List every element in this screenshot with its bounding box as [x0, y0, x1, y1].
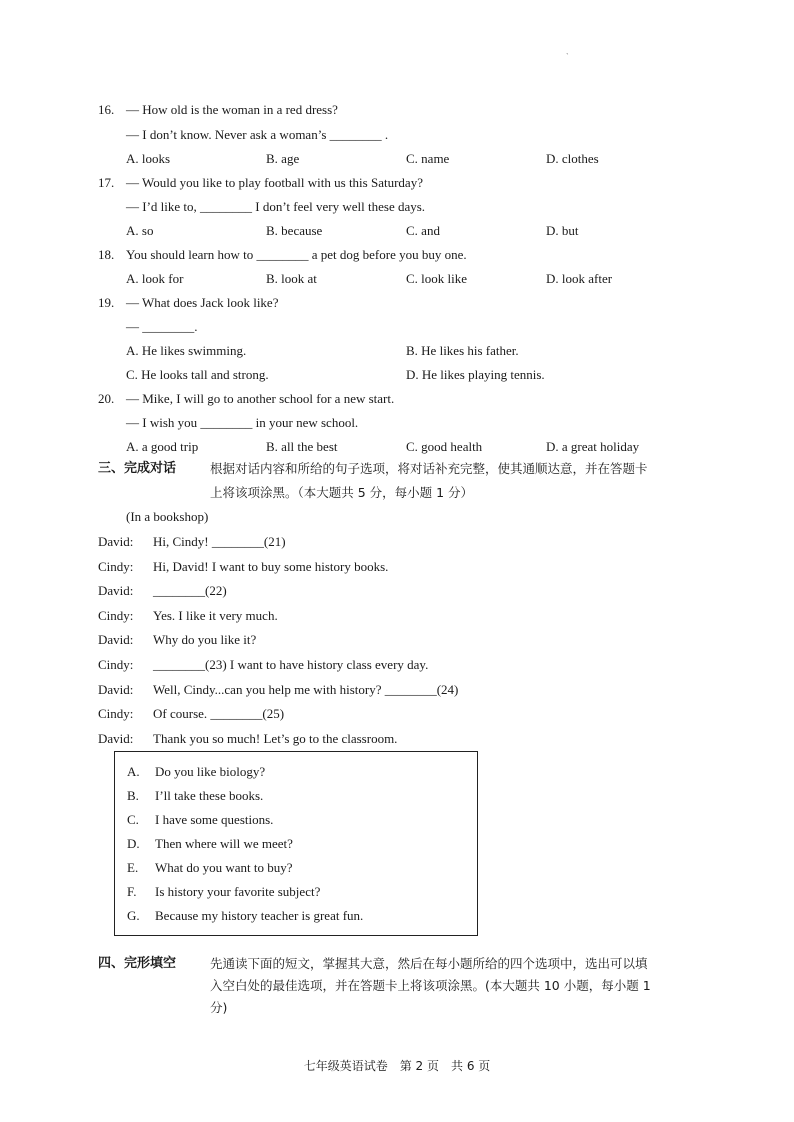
- section-4-instructions: 先通读下面的短文，掌握其大意，然后在每小题所给的四个选项中，选出可以填: [210, 956, 648, 971]
- option-a: A. a good trip: [126, 439, 199, 454]
- question-line: — I don’t know. Never ask a woman’s ________ .: [126, 127, 389, 142]
- choice-text: What do you want to buy?: [155, 860, 293, 875]
- option-c: C. name: [406, 151, 450, 166]
- dialogue-line: Thank you so much! Let’s go to the classroom.: [153, 731, 398, 746]
- choice-text: I have some questions.: [155, 812, 274, 827]
- choice-letter: B.: [127, 788, 139, 803]
- dialogue-line: ________(22): [153, 583, 227, 598]
- dialogue-line: Of course. ________(25): [153, 706, 285, 721]
- question-line: You should learn how to ________ a pet dog before you buy one.: [126, 247, 467, 262]
- option-a: A. He likes swimming.: [126, 343, 247, 358]
- choice-text: Then where will we meet?: [155, 836, 293, 851]
- section-4-instructions: 入空白处的最佳选项，并在答题卡上将该项涂黑。(本大题共 10 小题，每小题 1: [210, 978, 651, 993]
- option-d: D. clothes: [546, 151, 599, 166]
- choice-text: Because my history teacher is great fun.: [155, 908, 364, 923]
- option-c: C. look like: [406, 271, 468, 286]
- choice-letter: D.: [127, 836, 140, 851]
- dialogue-line: Why do you like it?: [153, 632, 257, 647]
- dialogue-line: Hi, David! I want to buy some history books.: [153, 559, 389, 574]
- question-number: 18.: [98, 247, 115, 262]
- option-a: A. so: [126, 223, 154, 238]
- dialogue-speaker: David:: [98, 534, 134, 549]
- question-line: — Mike, I will go to another school for a new start.: [126, 391, 395, 406]
- section-4-instructions: 分): [210, 1000, 228, 1015]
- question-line: — ________.: [126, 319, 198, 334]
- option-a: A. look for: [126, 271, 184, 286]
- option-b: B. look at: [266, 271, 317, 286]
- question-line: — How old is the woman in a red dress?: [126, 102, 338, 117]
- choice-text: I’ll take these books.: [155, 788, 264, 803]
- dialogue-speaker: David:: [98, 731, 134, 746]
- option-c: C. He looks tall and strong.: [126, 367, 269, 382]
- option-b: B. He likes his father.: [406, 343, 519, 358]
- question-number: 16.: [98, 102, 115, 117]
- question-line: — What does Jack look like?: [126, 295, 279, 310]
- choice-text: Do you like biology?: [155, 764, 266, 779]
- dialogue-speaker: Cindy:: [98, 657, 134, 672]
- choice-text: Is history your favorite subject?: [155, 884, 321, 899]
- top-mark: `: [566, 52, 569, 61]
- dialogue-line: ________(23) I want to have history class every day.: [153, 657, 429, 672]
- question-number: 19.: [98, 295, 115, 310]
- section-3-heading: 三、完成对话: [98, 461, 177, 476]
- option-d: D. but: [546, 223, 579, 238]
- dialogue-line: Yes. I like it very much.: [153, 608, 278, 623]
- option-d: D. look after: [546, 271, 613, 286]
- dialogue-speaker: Cindy:: [98, 706, 134, 721]
- choice-letter: E.: [127, 860, 139, 875]
- option-b: B. age: [266, 151, 300, 166]
- option-c: C. and: [406, 223, 440, 238]
- choice-letter: A.: [127, 764, 140, 779]
- option-d: D. a great holiday: [546, 439, 640, 454]
- choice-letter: C.: [127, 812, 139, 827]
- question-line: — I’d like to, ________ I don’t feel very well these days.: [126, 199, 426, 214]
- question-number: 20.: [98, 391, 115, 406]
- section-3-instructions: 上将该项涂黑。（本大题共 5 分，每小题 1 分）: [210, 485, 474, 500]
- question-line: — I wish you ________ in your new school.: [126, 415, 359, 430]
- option-b: B. all the best: [266, 439, 338, 454]
- question-line: — Would you like to play football with us this Saturday?: [126, 175, 423, 190]
- option-a: A. looks: [126, 151, 171, 166]
- question-number: 17.: [98, 175, 115, 190]
- dialogue-speaker: Cindy:: [98, 608, 134, 623]
- dialogue-line: Hi, Cindy! ________(21): [153, 534, 286, 549]
- dialogue-speaker: David:: [98, 632, 134, 647]
- section-3-instructions: 根据对话内容和所给的句子选项，将对话补充完整，使其通顺达意，并在答题卡: [210, 461, 648, 476]
- option-b: B. because: [266, 223, 323, 238]
- choice-letter: G.: [127, 908, 140, 923]
- choice-letter: F.: [127, 884, 137, 899]
- dialogue-speaker: David:: [98, 682, 134, 697]
- section-4-heading: 四、完形填空: [98, 956, 177, 971]
- option-d: D. He likes playing tennis.: [406, 367, 545, 382]
- dialogue-speaker: Cindy:: [98, 559, 134, 574]
- page-footer: 七年级英语试卷 第 2 页 共 6 页: [303, 1059, 491, 1073]
- dialogue-setting: (In a bookshop): [126, 509, 209, 524]
- dialogue-line: Well, Cindy...can you help me with history? ________(24): [153, 682, 459, 697]
- dialogue-speaker: David:: [98, 583, 134, 598]
- option-c: C. good health: [406, 439, 483, 454]
